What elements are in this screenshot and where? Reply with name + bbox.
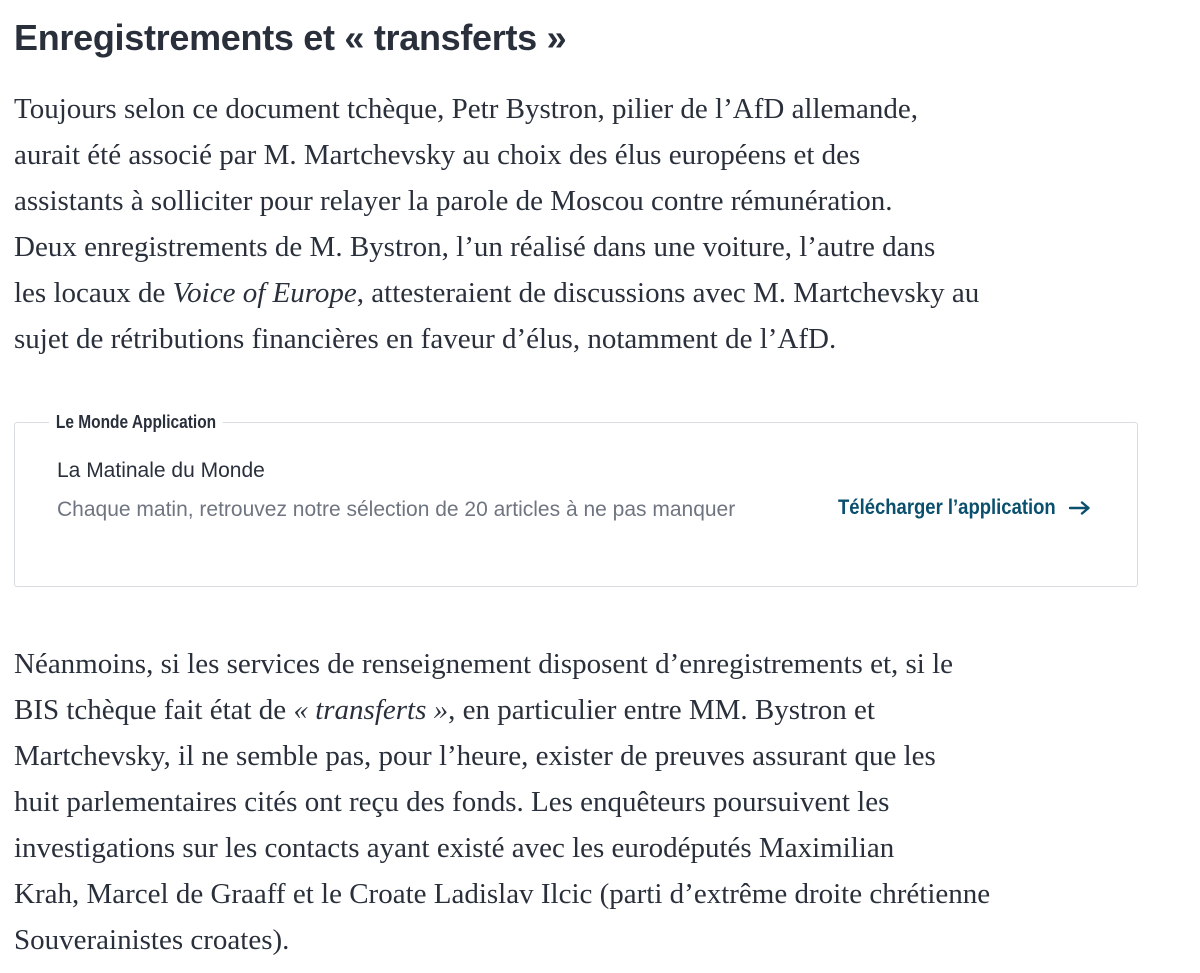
paragraph-text: , en particulier entre MM. Bystron et — [448, 694, 875, 726]
paragraph-text: BIS tchèque fait état de — [14, 694, 294, 726]
promo-title: La Matinale du Monde — [57, 459, 265, 482]
paragraph-line: Krah, Marcel de Graaff et le Croate Ladislav Ilcic (parti d’extrême droite chrétienne — [14, 878, 991, 910]
paragraph-line: Martchevsky, il ne semble pas, pour l’heure, exister de preuves assurant que les — [14, 740, 936, 772]
promo-label: Le Monde Application — [49, 409, 223, 435]
quoted-term: « transferts » — [293, 694, 449, 726]
paragraph-line — [14, 687, 990, 733]
paragraph-line: sujet de rétributions financières en faveur d’élus, notamment de l’AfD. — [14, 323, 837, 355]
paragraph-line — [14, 270, 1154, 316]
paragraph-line: Néanmoins, si les services de renseignement disposent d’enregistrements et, si le — [14, 648, 954, 680]
paragraph-line: Deux enregistrements de M. Bystron, l’un réalisé dans une voiture, l’autre dans — [14, 231, 936, 263]
paragraph-line: investigations sur les contacts ayant existé avec les eurodéputés Maximilian — [14, 832, 895, 864]
promo-description: Chaque matin, retrouvez notre sélection de 20 articles à ne pas manquer — [57, 498, 736, 521]
paragraph-line: aurait été associé par M. Martchevsky au choix des élus européens et des — [14, 139, 861, 171]
paragraph-line: huit parlementaires cités ont reçu des fonds. Les enquêteurs poursuivent les — [14, 786, 890, 818]
paragraph-line: Souverainistes croates). — [14, 924, 290, 956]
article — [14, 0, 1154, 362]
section-heading: Enregistrements et « transferts » — [14, 17, 567, 58]
article-paragraph-1 — [14, 86, 1154, 362]
download-app-link[interactable] — [838, 491, 1091, 525]
publication-name: Voice of Europe — [172, 277, 357, 309]
download-app-label: Télécharger l’application — [838, 496, 1056, 519]
paragraph-text: , attesteraient de discussions avec M. Martchevsky au — [356, 277, 980, 309]
article-paragraph-2 — [14, 641, 990, 963]
arrow-right-icon — [1069, 501, 1091, 515]
paragraph-line: Toujours selon ce document tchèque, Petr Bystron, pilier de l’AfD allemande, — [14, 93, 918, 125]
paragraph-line: assistants à solliciter pour relayer la parole de Moscou contre rémunération. — [14, 185, 893, 217]
paragraph-text: les locaux de — [14, 277, 173, 309]
app-promo-box — [14, 412, 1138, 587]
